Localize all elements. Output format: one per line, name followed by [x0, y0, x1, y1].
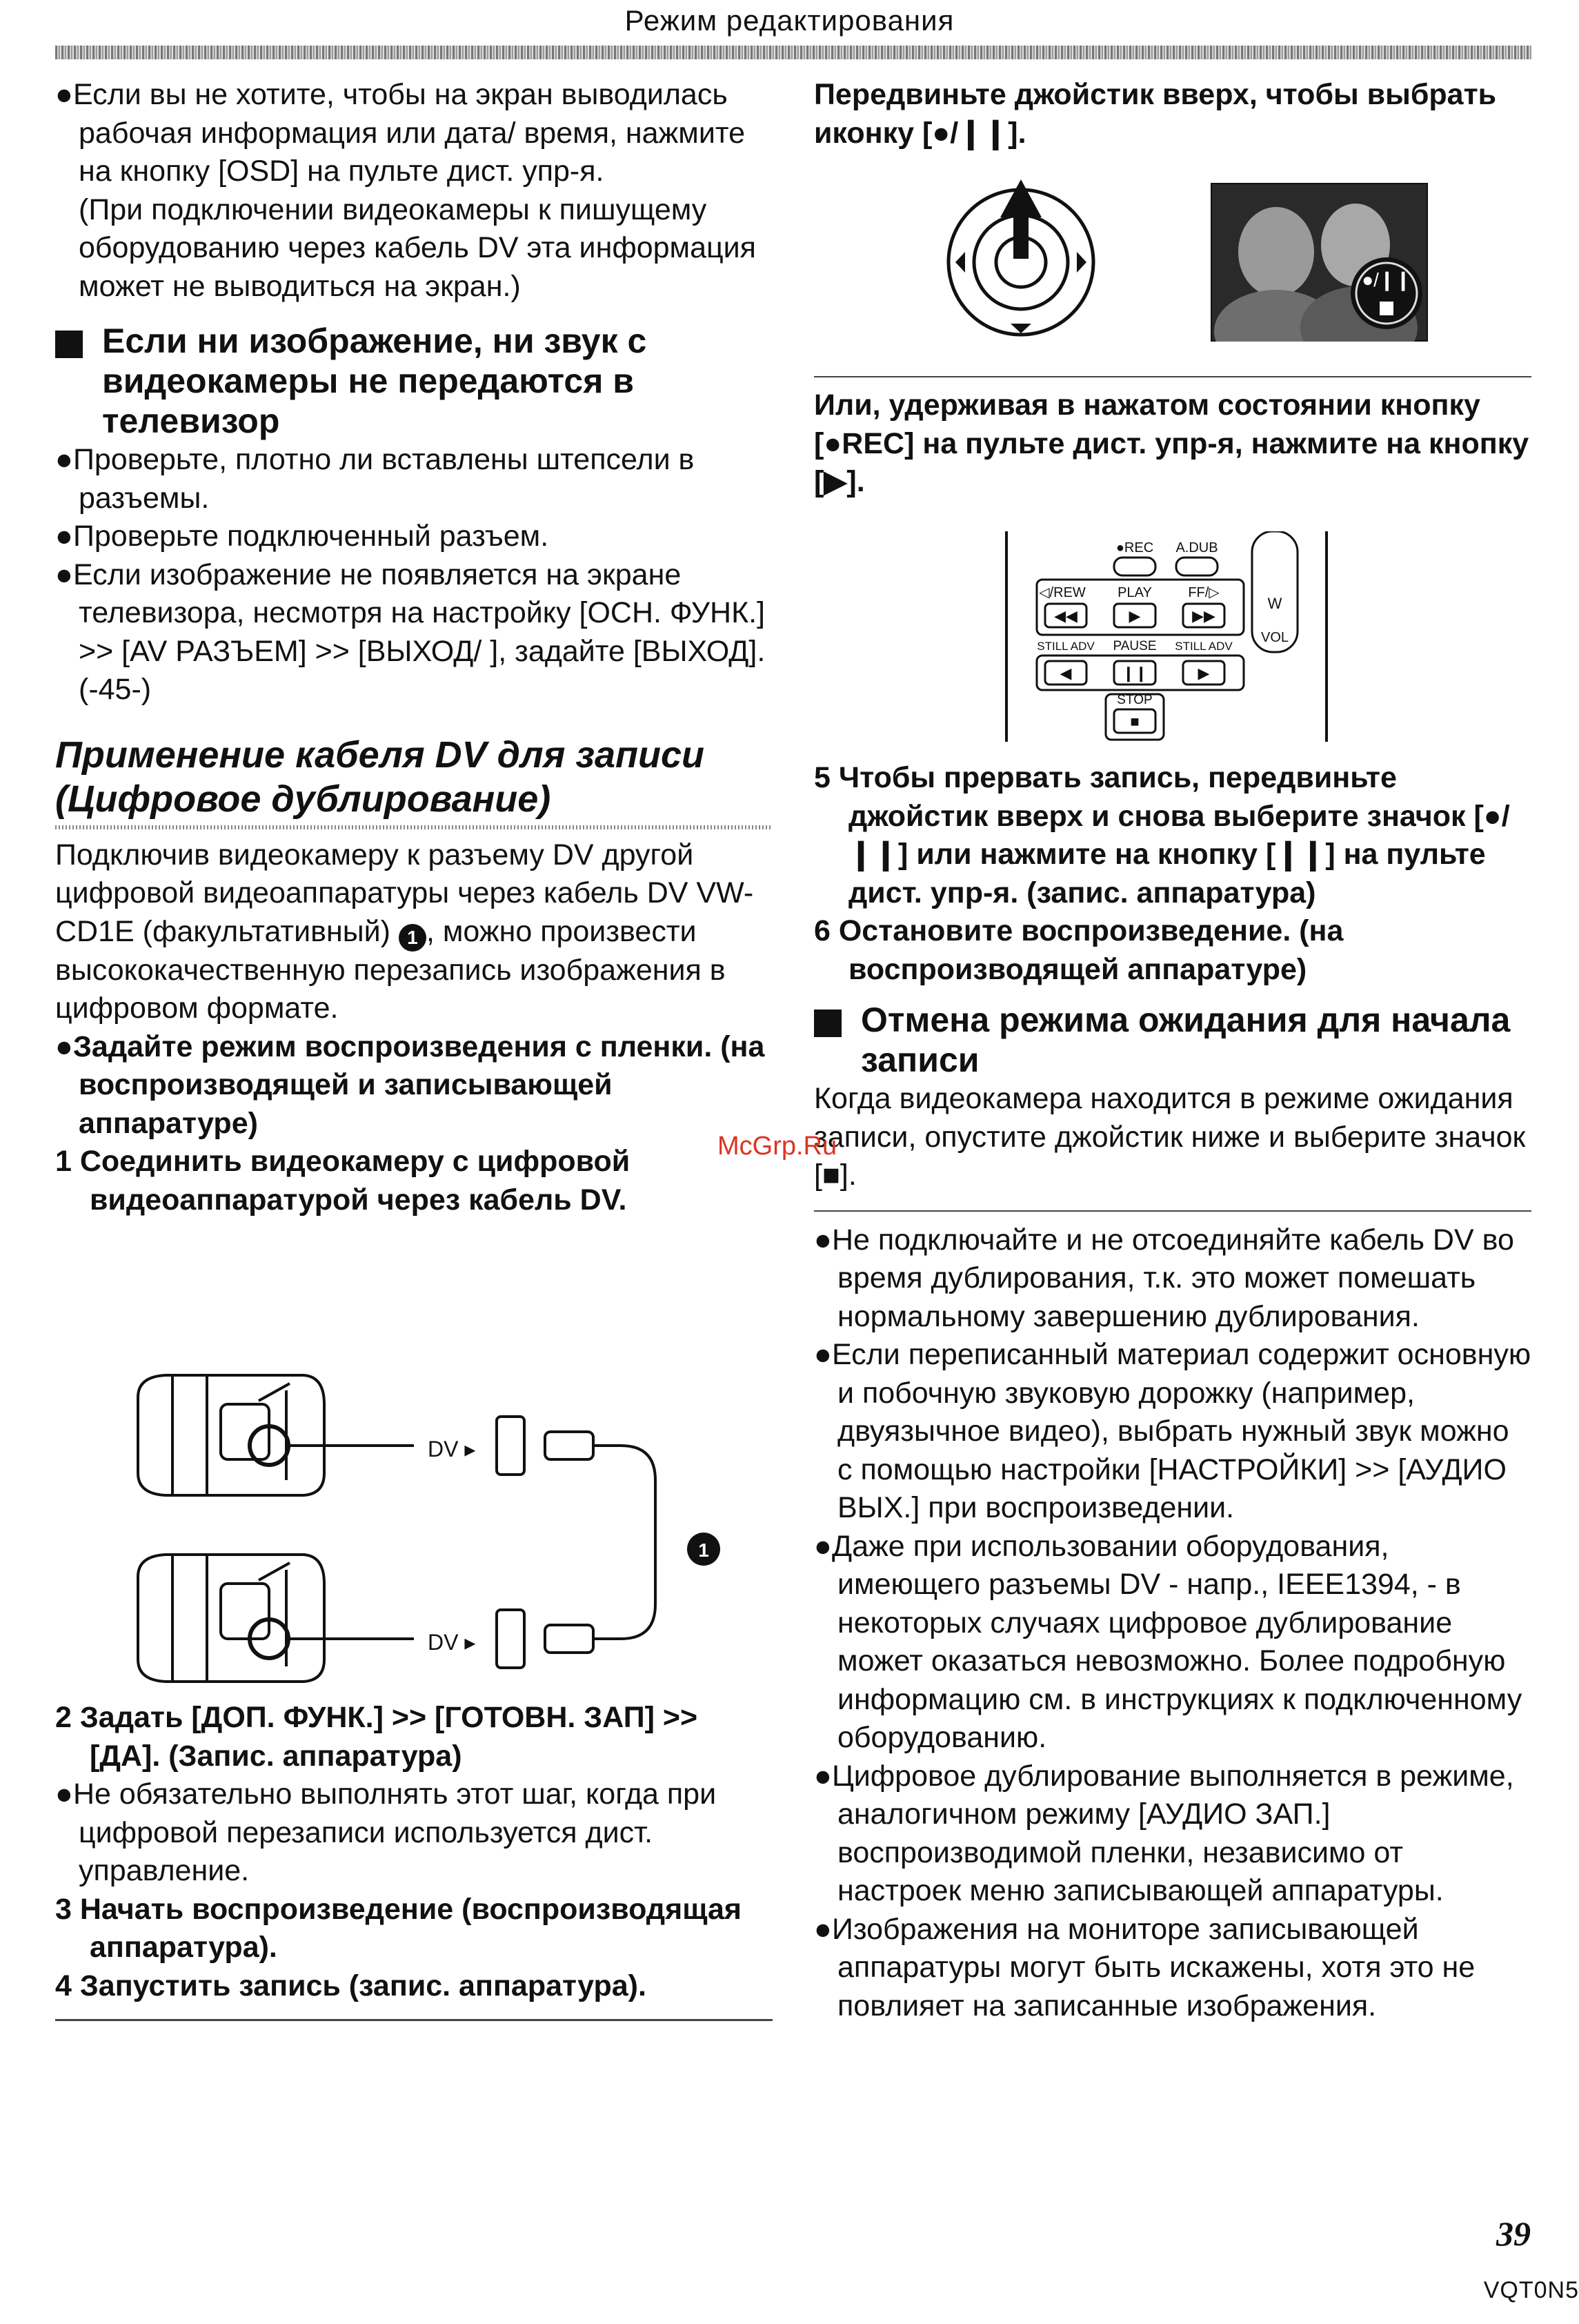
camcorder-top-icon — [138, 1375, 324, 1495]
step-5: 5 Чтобы прервать запись, передвиньте джойстик вверх и снова выберите значок [●/❙❙] или нажмите на кнопку [❙❙] на пульте дист. упр-я. (запис. аппаратура) — [814, 761, 1510, 909]
svg-text:▶▶: ▶▶ — [1192, 607, 1215, 624]
svg-text:■: ■ — [1130, 713, 1140, 730]
av-output-bullet: ●Если изображение не появляется на экране телевизора, несмотря на настройку [ОСН. ФУНК.] >> [AV РАЗЪЕМ] >> [ВЫХОД/ ], задайте [ВЫХОД]. (-45-) — [55, 558, 766, 706]
play-label: PLAY — [1118, 585, 1152, 600]
section-title: Отмена режима ожидания для начала записи — [861, 1001, 1511, 1079]
adub-button[interactable] — [1176, 558, 1218, 575]
note-monitor-distortion: ●Изображения на мониторе записывающей аппаратуры могут быть искажены, хотя это не повлияет на записанные изображения. — [814, 1912, 1476, 2022]
svg-text:❙❙: ❙❙ — [1122, 664, 1148, 682]
cable-plug-bottom-icon — [545, 1625, 593, 1653]
cable-marker-icon: 1 — [399, 924, 426, 952]
header-band — [55, 46, 1531, 59]
rew-label: ◁/REW — [1039, 585, 1086, 600]
step-4: 4 Запустить запись (запис. аппаратура). — [55, 1969, 646, 2002]
rec-button[interactable] — [1114, 558, 1155, 575]
check-plugs-bullet: ●Проверьте, плотно ли вставлены штепсели в разъемы. — [55, 443, 695, 515]
camcorder-bottom-icon — [138, 1555, 324, 1682]
right-rule-1 — [814, 376, 1531, 377]
note-no-disconnect: ●Не подключайте и не отсоединяйте кабель DV во время дублирования, т.к. это может помешать нормальному завершению дублирования. — [814, 1223, 1514, 1333]
svg-text:◀: ◀ — [1060, 664, 1072, 682]
cable-marker-figure-label: 1 — [698, 1539, 709, 1561]
rec-label: ●REC — [1115, 540, 1154, 555]
still-adv-left-label: STILL ADV — [1037, 640, 1095, 653]
still-adv-right-label: STILL ADV — [1175, 640, 1233, 653]
dv-intro-paragraph: Подключив видеокамеру к разъему DV другой цифровой видеоаппаратуры через кабель DV VW-CD1E (факультативный) 1 , можно произвести высококачественную перезапись изображения в цифровом формате. — [55, 838, 754, 1025]
stop-label: STOP — [1117, 693, 1153, 707]
joystick-up-icon — [942, 176, 1100, 342]
step-2-note: ●Не обязательно выполнять этот шаг, когда при цифровой перезаписи используется дист. управление. — [55, 1778, 717, 1887]
dv-label-top: DV ▸ — [428, 1437, 476, 1461]
cable-plug-top-icon — [545, 1432, 593, 1459]
dv-label-bottom: DV ▸ — [428, 1630, 476, 1655]
osd-note: (При подключении видеокамеры к пишущему оборудованию через кабель DV эта информация может не выводиться на экран.) — [79, 193, 756, 303]
left-column-lower — [55, 1699, 773, 2021]
section-square-icon — [814, 1010, 842, 1037]
step-2: 2 Задать [ДОП. ФУНК.] >> [ГОТОВН. ЗАП] >> [ДА]. (Запис. аппаратура) — [55, 1701, 698, 1773]
note-audio-track: ●Если переписанный материал содержит основную и побочную звуковую дорожку (например, двуязычное видео), выбрать нужный звук можно с помощью настройки [НАСТРОЙКИ] >> [АУДИО ВЫХ.] при воспроизведении. — [814, 1338, 1531, 1524]
dv-connection-figure — [124, 1363, 745, 1694]
w-label: W — [1267, 595, 1282, 612]
page-header-title: Режим редактирования — [624, 4, 955, 37]
dv-cable-icon — [593, 1446, 655, 1639]
note-ieee1394: ●Даже при использовании оборудования, имеющего разъемы DV - напр., IEEE1394, - в некоторых случаях цифровое дублирование может оказаться невозможно. Более подробную информацию см. в инструкциях к подключенному оборудованию. — [814, 1529, 1522, 1754]
section-heading-no-signal — [55, 321, 773, 441]
svg-text:●/❙❙: ●/❙❙ — [1362, 269, 1411, 290]
left-column — [55, 76, 773, 1219]
section-square-icon — [55, 331, 83, 358]
vol-label: VOL — [1260, 630, 1289, 645]
note-audio-mode: ●Цифровое дублирование выполняется в режиме, аналогичном режиму [АУДИО ЗАП.] воспроизводимой пленки, независимо от настроек меню записывающей аппаратуры. — [814, 1759, 1514, 1907]
ff-label: FF/▷ — [1188, 585, 1220, 600]
dv-heading-line1: Применение кабеля DV для записи — [55, 733, 705, 776]
section-heading-cancel-standby — [814, 1000, 1531, 1080]
svg-text:◀◀: ◀◀ — [1054, 607, 1078, 624]
svg-text:▶: ▶ — [1129, 607, 1141, 624]
step-3: 3 Начать воспроизведение (воспроизводящая аппаратура). — [55, 1892, 742, 1964]
watermark: McGrp.Ru — [717, 1132, 837, 1161]
step-1: 1 Соединить видеокамеру с цифровой видеоаппаратурой через кабель DV. — [55, 1145, 630, 1217]
page-number: 39 — [1496, 2214, 1531, 2253]
dv-port-top-icon — [497, 1417, 524, 1475]
pause-label: PAUSE — [1113, 639, 1157, 653]
left-bottom-rule — [55, 2019, 773, 2021]
section-title: Если ни изображение, ни звук с видеокамеры не передаются в телевизор — [102, 322, 647, 440]
osd-bullet: ●Если вы не хотите, чтобы на экран выводилась рабочая информация или дата/ время, нажмите на кнопку [OSD] на пульте дист. упр-я. — [55, 78, 746, 188]
prep-bullet: ●Задайте режим воспроизведения с пленки. (на воспроизводящей и записывающей аппаратуре) — [55, 1030, 765, 1140]
dv-heading-line2: (Цифровое дублирование) — [55, 778, 551, 820]
right-column-lower — [814, 759, 1531, 2025]
model-code: VQT0N5 — [1483, 2277, 1579, 2303]
adub-label: A.DUB — [1175, 540, 1218, 555]
check-connector-bullet: ●Проверьте подключенный разъем. — [55, 520, 549, 553]
dv-port-bottom-icon — [497, 1610, 524, 1668]
remote-instruction: Или, удерживая в нажатом состоянии кнопку [●REC] на пульте дист. упр-я, нажмите на кнопку [▶]. — [814, 388, 1529, 498]
svg-text:▶: ▶ — [1198, 664, 1210, 682]
cancel-standby-body: Когда видеокамера находится в режиме ожидания записи, опустите джойстик ниже и выберите значок [■]. — [814, 1082, 1526, 1192]
step-6: 6 Остановите воспроизведение. (на воспроизводящей аппаратуре) — [814, 914, 1344, 986]
heading-dotted-rule — [55, 825, 773, 829]
dv-dubbing-heading — [55, 733, 773, 821]
camera-screen-photo — [1211, 183, 1428, 342]
right-rule-2 — [814, 1210, 1531, 1212]
remote-control-figure — [1004, 531, 1335, 745]
joystick-instruction: Передвиньте джойстик вверх, чтобы выбрать иконку [●/❙❙]. — [814, 78, 1497, 150]
